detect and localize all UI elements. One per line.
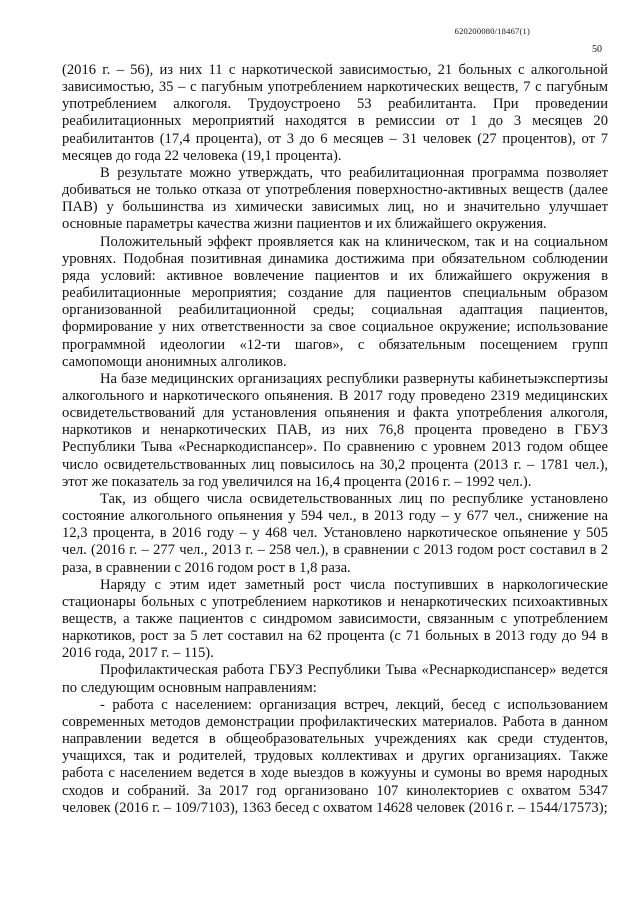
page-number: 50 [592,44,602,55]
paragraph-intoxication-stats: Так, из общего числа освидетельствованных лиц по республике установлено состояние алкогольного опьянения у 594 чел., в 2013 году – у 677 чел., снижение на 12,3 процента, в 2016 году – у 468 чел. Установлено наркотическое опьянение у 505 чел. (2016 г. – 277 чел., 2013 г. – 258 чел.), в сравнении с 2013 годом рост составил в 2 раза, в сравнении с 2016 годом рост в 1,8 раза. [62,490,608,576]
document-body [62,62,608,817]
document-id: 620200080/18467(1) [454,26,530,36]
paragraph-admissions-growth: Наряду с этим идет заметный рост числа поступивших в наркологические стационары больных с употреблением наркотиков и ненаркотических психоактивных веществ, а также пациентов с синдромом зависимости, связанным с употреблением наркотиков, рост за 5 лет составил на 62 процента (с 71 больных в 2013 году до 94 в 2016 года, 2017 г. – 115). [62,576,608,662]
paragraph-prevention-intro: Профилактическая работа ГБУЗ Республики Тыва «Реснаркодиспансер» ведется по следующим основным направлениям: [62,662,608,696]
paragraph-expertise-rooms: На базе медицинских организациях республики развернуты кабинетыэкспертизы алкогольного и наркотического опьянения. В 2017 году проведено 2319 медицинских освидетельствований для установления опьянения и факта употребления алкоголя, наркотиков и ненаркотических ПАВ, из них 76,8 процента проведено в ГБУЗ Республики Тыва «Реснаркодиспансер». По сравнению с уровнем 2013 годом общее число освидетельствованных лиц повысилось на 30,2 процента (2013 г. – 1781 чел.), этот же показатель за год увеличился на 16,4 процента (2016 г. – 1992 чел.). [62,370,608,490]
paragraph-population-work: - работа с населением: организация встреч, лекций, бесед с использованием современных методов демонстрации профилактических материалов. Работа в данном направлении ведется в общеобразовательных учреждениях как среди студентов, учащихся, так и родителей, трудовых коллективах и других организациях. Также работа с населением ведется в ходе выездов в кожууны и сумоны во время народных сходов и собраний. За 2017 год организовано 107 кинолекториев с охватом 5347 человек (2016 г. – 109/7103), 1363 бесед с охватом 14628 человек (2016 г. – 1544/17573); [62,696,608,816]
paragraph-rehab-result: В результате можно утверждать, что реабилитационная программа позволяет добиваться не только отказа от употребления поверхностно-активных веществ (далее ПАВ) у большинства из химически зависимых лиц, но и значительно улучшает основные параметры качества жизни пациентов и их ближайшего окружения. [62,164,608,233]
paragraph-positive-effect: Положительный эффект проявляется как на клиническом, так и на социальном уровнях. Подобная позитивная динамика достижима при обязательном соблюдении ряда условий: активное вовлечение пациентов и их ближайшего окружения в реабилитационные мероприятия; создание для пациентов специальным образом организованной реабилитационной среды; социальная адаптация пациентов, формирование у них ответственности за свое социальное окружение; использование программной идеологии «12-ти шагов», с обязательным посещением групп самопомощи анонимных алголиков. [62,233,608,370]
paragraph-continuation: (2016 г. – 56), из них 11 с наркотической зависимостью, 21 больных с алкогольной зависимостью, 35 – с пагубным употреблением наркотических веществ, 7 с пагубным употреблением алкоголя. Трудоустроено 53 реабилитанта. При проведении реабилитационных мероприятий находятся в ремиссии от 1 до 3 месяцев 20 реабилитантов (17,4 процента), от 3 до 6 месяцев – 31 человек (27 процентов), от 7 месяцев до года 22 человека (19,1 процента). [62,62,608,164]
